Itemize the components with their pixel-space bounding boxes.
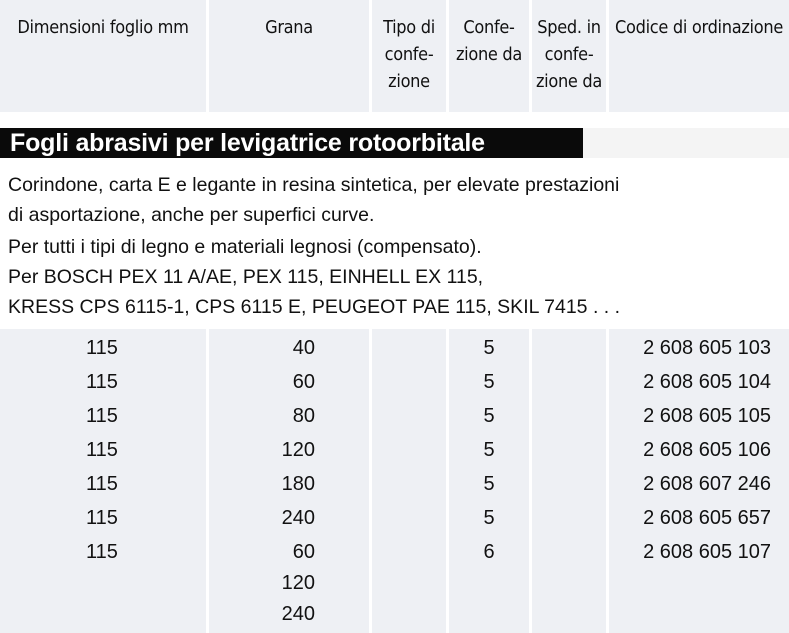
table-row xyxy=(0,467,789,501)
section-description xyxy=(8,170,788,322)
table-row xyxy=(0,331,789,365)
cell-pack-qty: 5 xyxy=(483,439,495,461)
cell-order-code: 2 608 605 107 xyxy=(643,541,771,563)
cell-order-code xyxy=(609,597,771,631)
cell-pack-qty: 5 xyxy=(483,473,495,495)
table-row xyxy=(0,566,789,600)
cell-order-code: 2 608 605 105 xyxy=(643,405,771,427)
cell-sheet-size: 115 xyxy=(86,439,118,461)
description-line: Per BOSCH PEX 11 A/AE, PEX 115, EINHELL EX 115, xyxy=(8,266,484,288)
cell-grit: 40 xyxy=(292,337,315,359)
cell-grit: 180 xyxy=(281,473,315,495)
description-line: Corindone, carta E e legante in resina sintetica, per elevate prestazioni xyxy=(8,174,620,196)
cell-grit: 120 xyxy=(281,572,315,594)
cell-grit: 240 xyxy=(281,603,315,625)
description-line: Per tutti i tipi di legno e materiali legnosi (compensato). xyxy=(8,236,482,258)
title-bar-tail xyxy=(583,128,789,158)
cell-order-code: 2 608 605 104 xyxy=(643,371,771,393)
table-row xyxy=(0,597,789,631)
cell-grit: 60 xyxy=(292,541,315,563)
product-table xyxy=(0,329,789,633)
cell-pack-qty xyxy=(449,566,529,600)
cell-sheet-size: 115 xyxy=(86,541,118,563)
cell-sheet-size: 115 xyxy=(86,473,118,495)
table-row xyxy=(0,501,789,535)
cell-grit: 240 xyxy=(281,507,315,529)
cell-sheet-size: 115 xyxy=(86,507,118,529)
header-sheet-size: Dimensioni foglio mm xyxy=(0,0,206,112)
cell-order-code: 2 608 605 657 xyxy=(643,507,771,529)
cell-pack-qty xyxy=(449,597,529,631)
cell-pack-qty: 5 xyxy=(483,507,495,529)
table-row xyxy=(0,399,789,433)
cell-grit: 80 xyxy=(292,405,315,427)
cell-pack-qty: 5 xyxy=(483,405,495,427)
cell-sheet-size: 115 xyxy=(86,371,118,393)
cell-pack-qty: 5 xyxy=(483,337,495,359)
table-row xyxy=(0,365,789,399)
section-title: Fogli abrasivi per levigatrice rotoorbitale xyxy=(10,129,485,157)
header-pack-type: Tipo di confe- zione xyxy=(372,0,446,112)
cell-order-code: 2 608 607 246 xyxy=(643,473,771,495)
header-grit: Grana xyxy=(209,0,369,112)
cell-pack-qty: 5 xyxy=(483,371,495,393)
cell-sheet-size: 115 xyxy=(86,405,118,427)
description-line: KRESS CPS 6115-1, CPS 6115 E, PEUGEOT PAE 115, SKIL 7415 . . . xyxy=(8,296,621,318)
table-row xyxy=(0,535,789,569)
cell-order-code: 2 608 605 103 xyxy=(643,337,771,359)
cell-sheet-size: 115 xyxy=(86,337,118,359)
description-line: di asportazione, anche per superfici curve. xyxy=(8,204,375,226)
cell-grit: 120 xyxy=(281,439,315,461)
table-header xyxy=(0,0,789,112)
header-shipping-qty: Sped. in confe- zione da xyxy=(532,0,606,112)
cell-grit: 60 xyxy=(292,371,315,393)
cell-order-code: 2 608 605 106 xyxy=(643,439,771,461)
header-order-code: Codice di ordinazione xyxy=(609,0,789,112)
table-row xyxy=(0,433,789,467)
cell-order-code xyxy=(609,566,771,600)
cell-pack-qty: 6 xyxy=(483,541,495,563)
header-pack-qty: Confe- zione da xyxy=(449,0,529,112)
